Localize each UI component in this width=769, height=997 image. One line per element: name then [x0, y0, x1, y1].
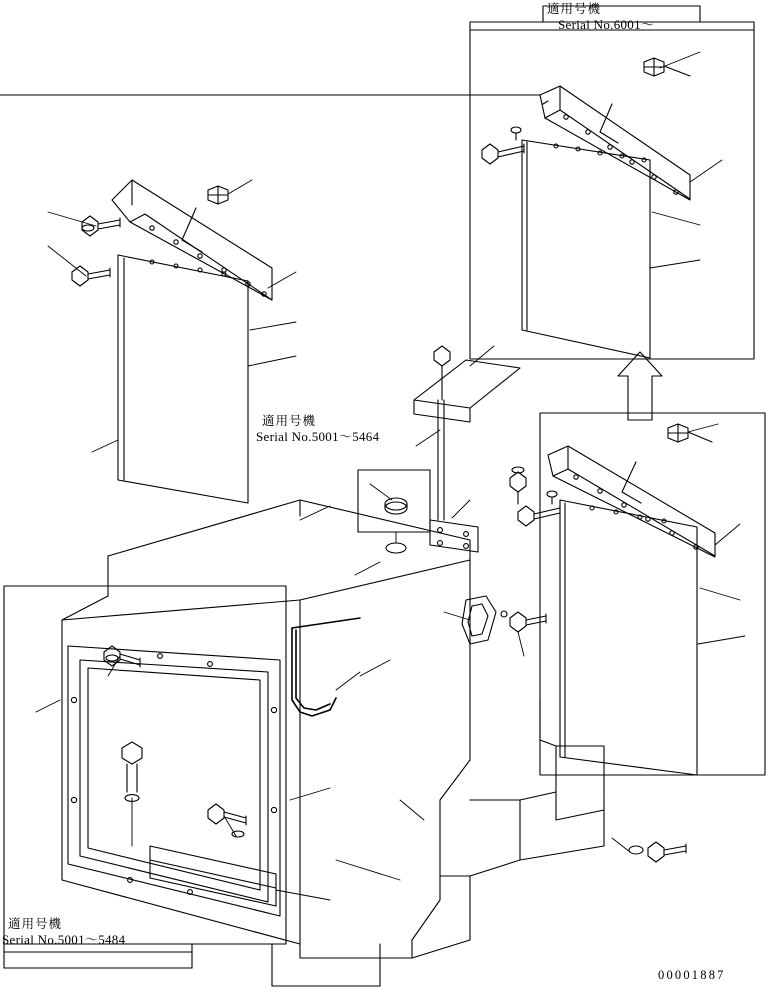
drawing-number: 00001887 — [658, 968, 726, 982]
bracket-middle-right — [548, 446, 715, 557]
callout-top-right-jp: 適用号機 — [547, 1, 602, 16]
seal-strip — [292, 618, 360, 716]
callout-upper-left-jp: 適用号機 — [262, 413, 317, 428]
mudflap-upper-left — [118, 255, 248, 503]
main-cover-body — [62, 500, 604, 986]
callout-top-right-serial: Serial No.6001〜 — [558, 17, 655, 32]
clip-bracket-center — [462, 596, 546, 644]
up-arrow — [618, 352, 662, 420]
hardware-bottom-right — [612, 838, 686, 862]
hardware-top-right — [482, 58, 690, 164]
mudflap-top-right — [522, 140, 650, 358]
door-frame — [68, 646, 280, 916]
frame-middle-right — [540, 413, 765, 775]
callout-lower-left-serial: Serial No.5001〜5484 — [2, 932, 126, 947]
bracket-top-right — [0, 86, 690, 200]
hardware-lower-left — [104, 646, 246, 837]
inset-grommet-box — [358, 470, 430, 553]
bracket-upper-left — [112, 180, 272, 300]
callout-lower-left-jp: 適用号機 — [8, 916, 63, 931]
leaders-top-right — [650, 52, 722, 268]
frame-lower-left — [4, 586, 286, 968]
frame-top-right — [470, 6, 754, 359]
mudflap-middle-right — [560, 500, 697, 775]
hardware-upper-left — [72, 186, 228, 286]
leaders-upper-left — [48, 180, 296, 452]
callout-upper-left-serial: Serial No.5001〜5464 — [256, 429, 380, 444]
